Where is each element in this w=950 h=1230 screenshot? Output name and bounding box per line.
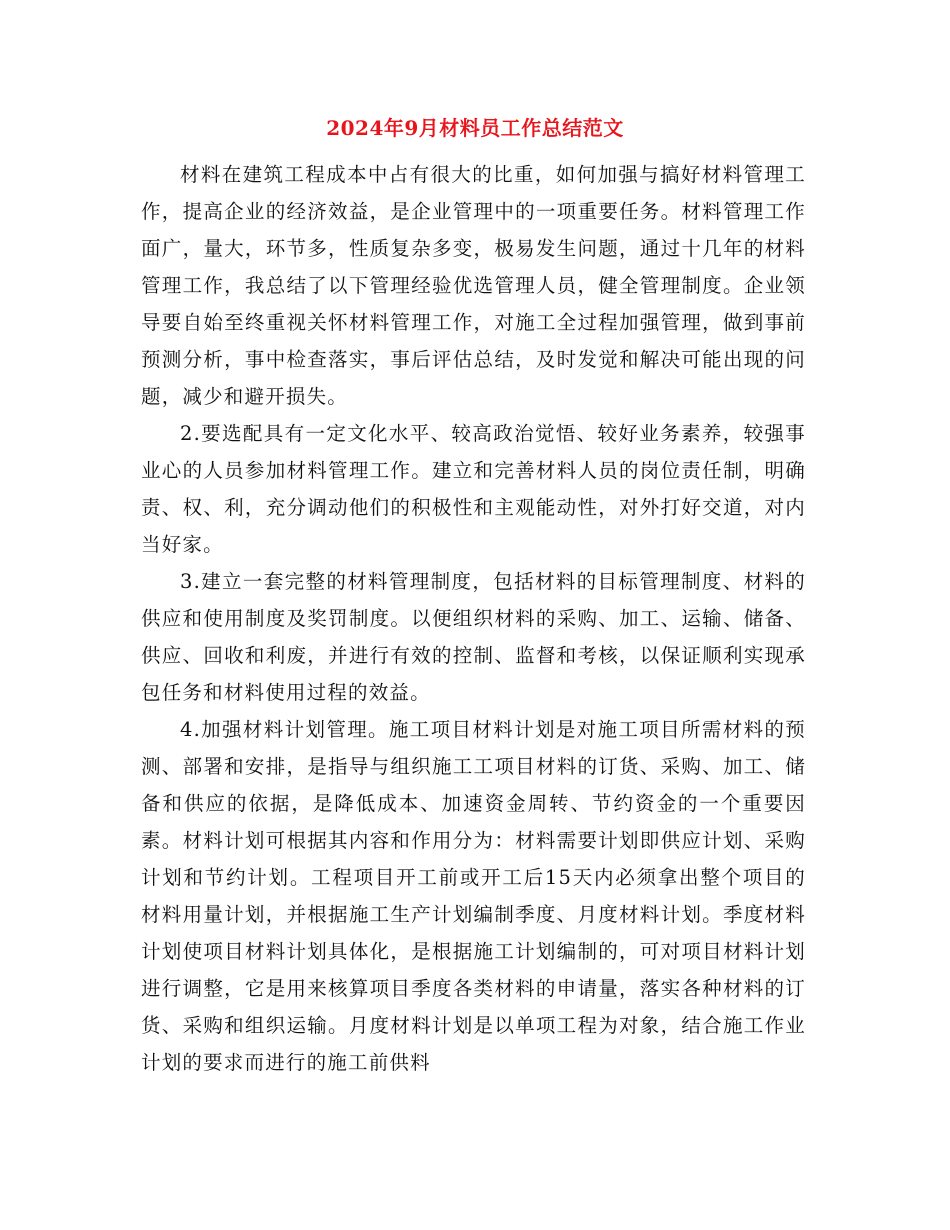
paragraph-2: 2.要选配具有一定文化水平、较高政治觉悟、较好业务素养，较强事业心的人员参加材料管理工作。建立和完善材料人员的岗位责任制，明确责、权、利，充分调动他们的积极性和主观能动性，对外打好交道，对内当好家。 xyxy=(141,422,806,556)
document-title: 2024年9月材料员工作总结范文 xyxy=(326,116,624,140)
paragraph-4: 4.加强材料计划管理。施工项目材料计划是对施工项目所需材料的预测、部署和安排，是指导与组织施工工项目材料的订货、采购、加工、储备和供应的依据，是降低成本、加速资金周转、节约资金的一个重要因素。材料计划可根据其内容和作用分为：材料需要计划即供应计划、采购计划和节约计划。工程项目开工前或开工后15天内必须拿出整个项目的材料用量计划，并根据施工生产计划编制季度、月度材料计划。季度材料计划使项目材料计划具体化，是根据施工计划编制的，可对项目材料计划进行调整，它是用来核算项目季度各类材料的申请量，落实各种材料的订货、采购和组织运输。月度材料计划是以单项工程为对象，结合施工作业计划的要求而进行的施工前供料 xyxy=(141,718,806,1074)
document-body xyxy=(141,156,806,1081)
paragraph-3: 3.建立一套完整的材料管理制度，包括材料的目标管理制度、材料的供应和使用制度及奖罚制度。以便组织材料的采购、加工、运输、储备、供应、回收和利废，并进行有效的控制、监督和考核，以保证顺利实现承包任务和材料使用过程的效益。 xyxy=(141,570,806,704)
paragraph-intro: 材料在建筑工程成本中占有很大的比重，如何加强与搞好材料管理工作，提高企业的经济效益，是企业管理中的一项重要任务。材料管理工作面广，量大，环节多，性质复杂多变，极易发生问题，通过十几年的材料管理工作，我总结了以下管理经验优选管理人员，健全管理制度。企业领导要自始至终重视关怀材料管理工作，对施工全过程加强管理，做到事前预测分析，事中检查落实，事后评估总结，及时发觉和解决可能出现的问题，减少和避开损失。 xyxy=(141,163,806,408)
